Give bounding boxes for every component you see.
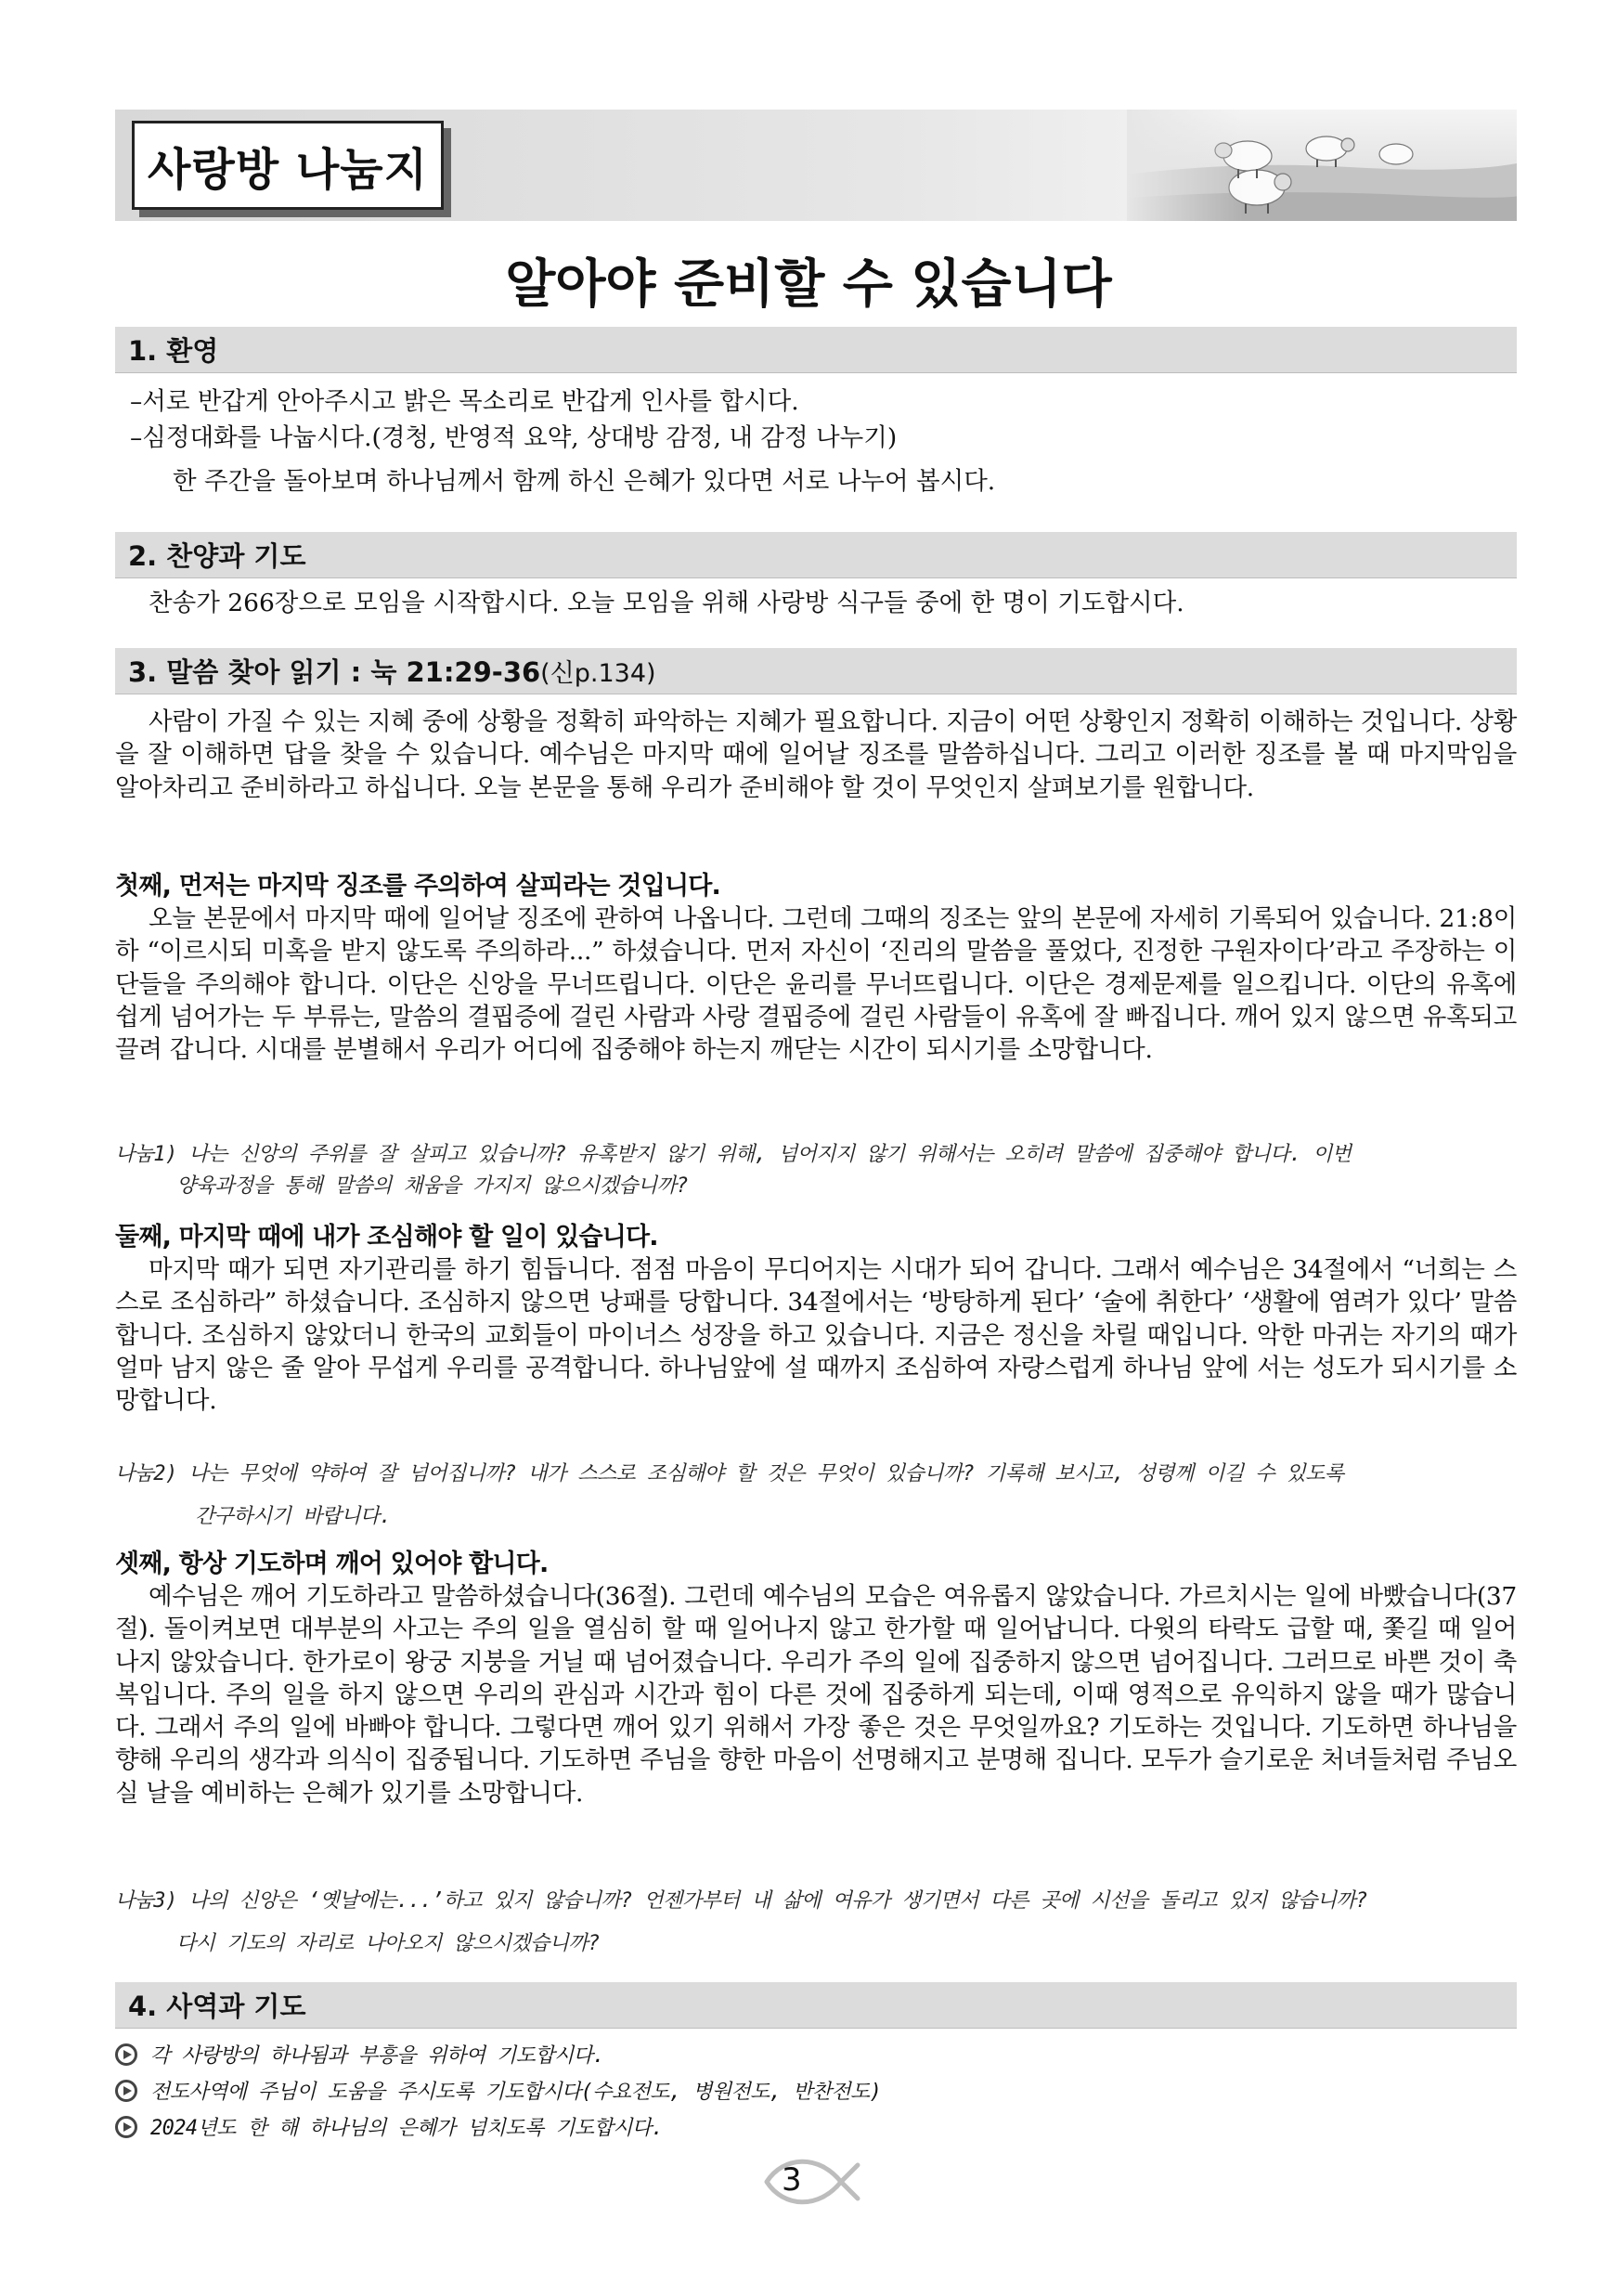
share-question-1-line-2: 양육과정을 통해 말씀의 채움을 가지지 않으시겠습니까?: [176, 1174, 688, 1198]
prayer-item: [115, 2076, 881, 2105]
section-heading-scripture: [115, 648, 1517, 694]
arrow-bullet-icon: [115, 2116, 137, 2138]
page-number: 3: [782, 2161, 802, 2199]
prayer-item-text: 전도사역에 주님이 도움을 주시도록 기도합시다(수요전도, 병원전도, 반찬전도): [150, 2081, 882, 2104]
section-heading-ministry: 4. 사역과 기도: [115, 1982, 1517, 2029]
prayer-item: [115, 2112, 663, 2141]
prayer-item-text: 2024년도 한 해 하나님의 은혜가 넘치도록 기도합시다.: [150, 2117, 664, 2140]
share-question-3-line-1: 나눔3) 나의 신앙은 ‘옛날에는...’하고 있지 않습니까? 언젠가부터 내 삶에 여유가 생기면서 다른 곳에 시선을 돌리고 있지 않습니까?: [115, 1889, 1367, 1913]
scripture-page-ref: (신p.134): [540, 659, 656, 688]
fish-icon: [761, 2152, 863, 2212]
section-heading-worship: 2. 찬양과 기도: [115, 532, 1517, 578]
section-heading-welcome: 1. 환영: [115, 327, 1517, 373]
banner-label-box: [132, 121, 444, 210]
sermon-intro: 사람이 가질 수 있는 지혜 중에 상황을 정확히 파악하는 지혜가 필요합니다. 지금이 어떤 상황인지 정확히 이해하는 것입니다. 상황을 잘 이해하면 답을 찾을 수 있습니다. 예수님은 마지막 때에 일어날 징조를 말씀하십니다. 그리고 이러한 징조를 볼 때 마지막임을 알아차리고 준비하라고 하십니다. 오늘 본문을 통해 우리가 준비해야 할 것이 무엇인지 살펴보기를 원합니다.: [115, 707, 1517, 802]
prayer-item-text: 각 사랑방의 하나됨과 부흥을 위하여 기도합시다.: [150, 2044, 604, 2068]
document-title: 알아야 준비할 수 있습니다: [505, 254, 1112, 315]
share-question-1-line-1: 나눔1) 나는 신앙의 주위를 잘 살피고 있습니까? 유혹받지 않기 위해, 넘어지지 않기 위해서는 오히려 말씀에 집중해야 합니다. 이번: [115, 1143, 1352, 1166]
welcome-line-3: 한 주간을 돌아보며 하나님께서 함께 하신 은혜가 있다면 서로 나누어 봅시다.: [173, 467, 996, 496]
point-2-title: 둘째, 마지막 때에 내가 조심해야 할 일이 있습니다.: [115, 1223, 658, 1252]
scripture-heading-text: 3. 말씀 찾아 읽기 : 눅 21:29-36: [128, 656, 541, 688]
point-1-text: 오늘 본문에서 마지막 때에 일어날 징조에 관하여 나옵니다. 그런데 그때의 징조는 앞의 본문에 자세히 기록되어 있습니다. 21:8이하 “이르시되 미혹을 받지 않도록 주의하라...” 하셨습니다. 먼저 자신이 ‘진리의 말씀을 풀었다, 진정한 구원자이다’라고 주장하는 이단들을 주의해야 합니다. 이단은 신앙을 무너뜨립니다. 이단은 윤리를 무너뜨립니다. 이단은 경제문제를 일으킵니다. 이단의 유혹에 쉽게 넘어가는 두 부류는, 말씀의 결핍증에 걸린 사람과 사랑 결핍증에 걸린 사람들이 유혹에 잘 빠집니다. 깨어 있지 않으면 유혹되고 끌려 갑니다. 시대를 분별해서 우리가 어디에 집중해야 하는지 깨닫는 시간이 되시기를 소망합니다.: [115, 904, 1517, 1065]
arrow-bullet-icon: [115, 2043, 137, 2066]
point-3-text: 예수님은 깨어 기도하라고 말씀하셨습니다(36절). 그런데 예수님의 모습은 여유롭지 않았습니다. 가르치시는 일에 바빴습니다(37절). 돌이켜보면 대부분의 사고는 주의 일을 열심히 할 때 일어나지 않고 한가할 때 일어납니다. 다윗의 타락도 급할 때, 쫓길 때 일어나지 않았습니다. 한가로이 왕궁 지붕을 거닐 때 넘어졌습니다. 우리가 주의 일에 집중하지 않으면 넘어집니다. 그러므로 바쁜 것이 축복입니다. 주의 일을 하지 않으면 우리의 관심과 시간과 힘이 다른 것에 집중하게 되는데, 이때 영적으로 유익하지 않을 때가 많습니다. 그래서 주의 일에 바빠야 합니다. 그렇다면 깨어 있기 위해서 가장 좋은 것은 무엇일까요? 기도하는 것입니다. 기도하면 하나님을 향해 우리의 생각과 의식이 집중됩니다. 기도하면 주님을 향한 마음이 선명해지고 분명해 집니다. 모두가 슬기로운 처녀들처럼 주님오실 날을 예비하는 은혜가 있기를 소망합니다.: [115, 1582, 1517, 1808]
welcome-line-1: –서로 반갑게 안아주시고 밝은 목소리로 반갑게 인사를 합시다.: [130, 387, 799, 416]
point-2-text: 마지막 때가 되면 자기관리를 하기 힘듭니다. 점점 마음이 무디어지는 시대가 되어 갑니다. 그래서 예수님은 34절에서 “너희는 스스로 조심하라” 하셨습니다. 조심하지 않으면 낭패를 당합니다. 34절에서는 ‘방탕하게 된다’ ‘술에 취한다’ ‘생활에 염려가 있다’ 말씀합니다. 조심하지 않았더니 한국의 교회들이 마이너스 성장을 하고 있습니다. 지금은 정신을 차릴 때입니다. 악한 마귀는 자기의 때가 얼마 남지 않은 줄 알아 무섭게 우리를 공격합니다. 하나님앞에 설 때까지 조심하여 자랑스럽게 하나님 앞에 서는 성도가 되시기를 소망합니다.: [115, 1255, 1517, 1416]
share-question-2-line-1: 나눔2) 나는 무엇에 약하여 잘 넘어집니까? 내가 스스로 조심해야 할 것은 무엇이 있습니까? 기록해 보시고, 성령께 이길 수 있도록: [115, 1462, 1344, 1485]
welcome-line-2: –심정대화를 나눕시다.(경청, 반영적 요약, 상대방 감정, 내 감정 나누기): [130, 423, 898, 452]
arrow-bullet-icon: [115, 2080, 137, 2102]
header-banner: [115, 110, 1517, 221]
share-question-3-line-2: 다시 기도의 자리로 나아오지 않으시겠습니까?: [176, 1932, 600, 1955]
point-1-title: 첫째, 먼저는 마지막 징조를 주의하여 살피라는 것입니다.: [115, 872, 720, 901]
prayer-item: [115, 2040, 604, 2069]
banner-label: 사랑방 나눔지: [148, 143, 428, 196]
share-question-2-line-2: 간구하시기 바랍니다.: [195, 1505, 392, 1528]
sheep-photo: [1127, 110, 1517, 221]
worship-text: 찬송가 266장으로 모임을 시작합시다. 오늘 모임을 위해 사랑방 식구들 중에 한 명이 기도합시다.: [149, 589, 1184, 617]
point-3-title: 셋째, 항상 기도하며 깨어 있어야 합니다.: [115, 1550, 549, 1578]
page-number-emblem: [761, 2152, 863, 2212]
